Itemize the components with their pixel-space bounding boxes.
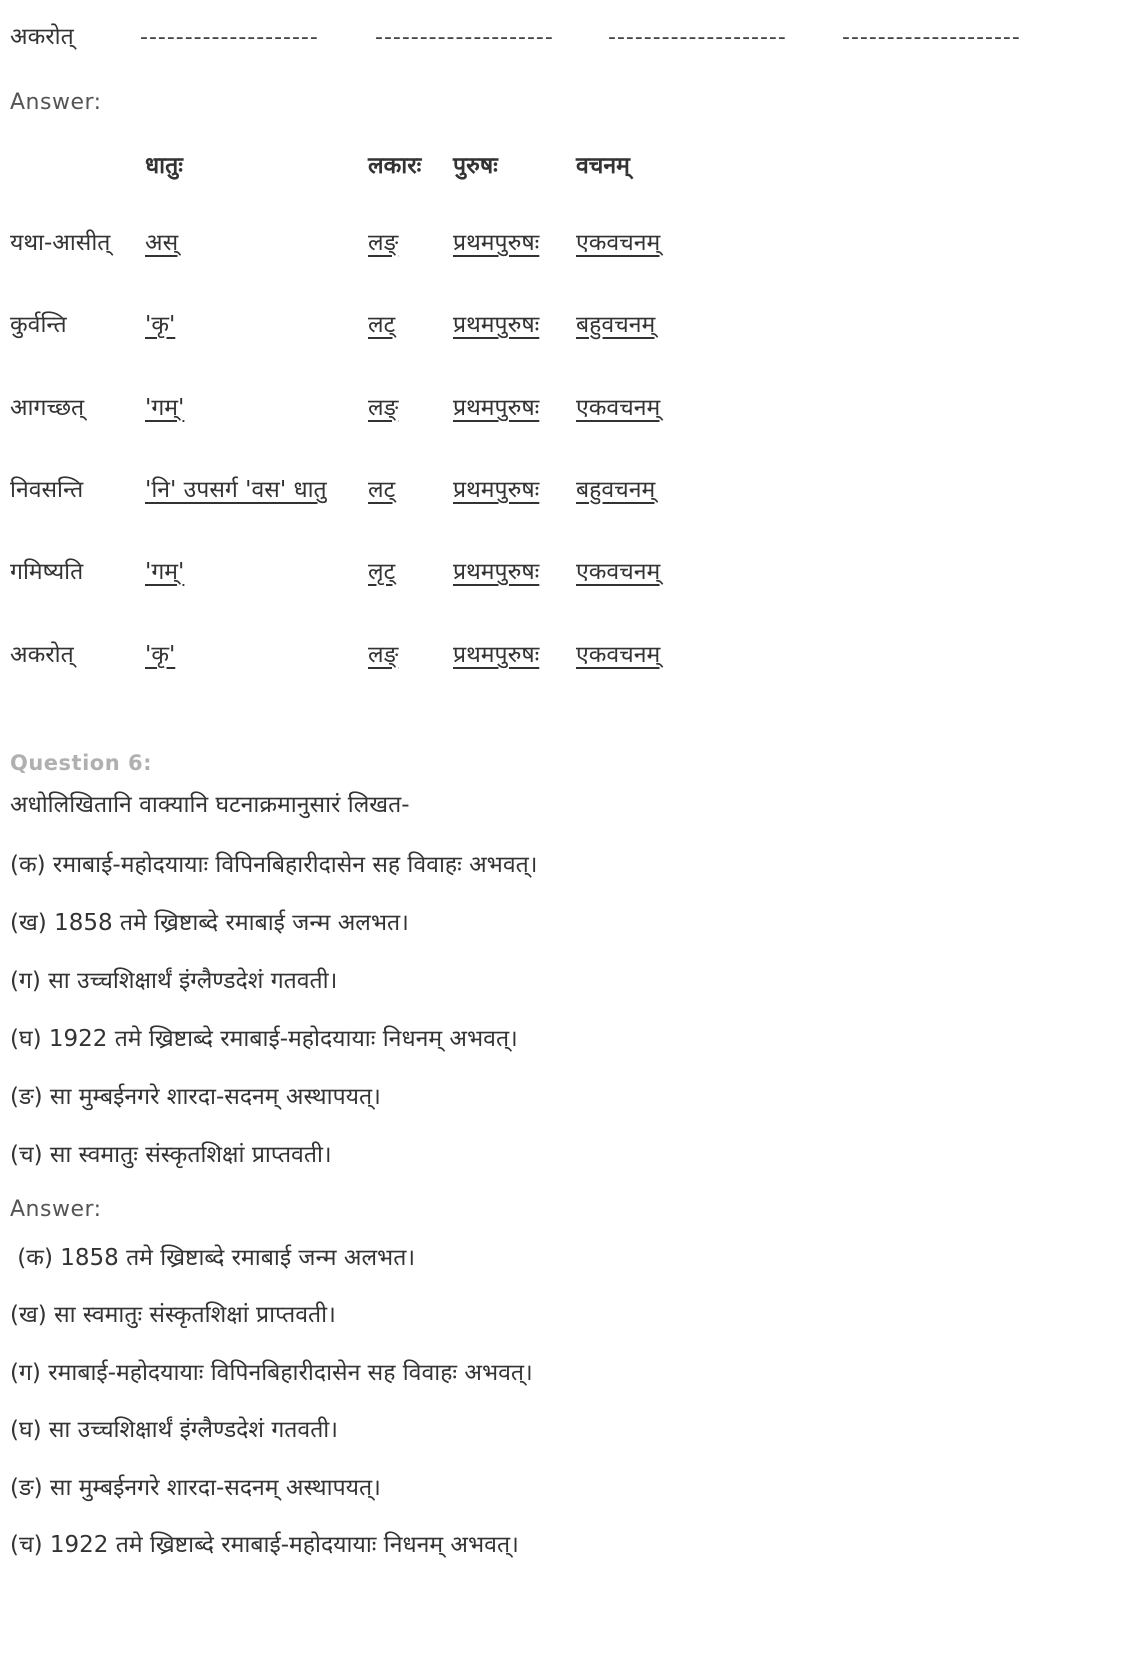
list-item: (ग) सा उच्चशिक्षार्थं इंग्लैण्डदेशं गतवती। [10,968,338,994]
blank-line: -------------------- [842,25,1021,50]
row-dhatu: 'कृ' [145,312,176,338]
answer-item: (ख) सा स्वमातुः संस्कृतशिक्षां प्राप्तवती। [10,1302,336,1328]
row-word: गमिष्यति [10,559,84,585]
answer-item: (ङ) सा मुम्बईनगरे शारदा-सदनम् अस्थापयत्। [10,1475,381,1501]
row-lakar: लङ् [368,395,399,421]
row-purush: प्रथमपुरुषः [453,312,540,338]
row-lakar: लङ् [368,230,399,256]
question-instruction: अधोलिखितानि वाक्यानि घटनाक्रमानुसारं लिखत- [10,792,410,818]
list-item: (घ) 1922 तमे ख्रिष्टाब्दे रमाबाई-महोदयायाः निधनम् अभवत्। [10,1026,518,1052]
blank-line: -------------------- [140,25,319,50]
row-vachan: बहुवचनम् [576,477,656,503]
row-lakar: लृट् [368,559,396,585]
list-item: (ख) 1858 तमे ख्रिष्टाब्दे रमाबाई जन्म अलभत। [10,910,409,936]
row-word: कुर्वन्ति [10,312,67,338]
question-title: Question 6: [10,751,152,775]
row-purush: प्रथमपुरुषः [453,395,540,421]
row-word: अकरोत् [10,642,74,668]
row-word: निवसन्ति [10,477,84,503]
answer-label: Answer: [10,1197,102,1222]
row-dhatu: 'नि' उपसर्ग 'वस' धातु [145,477,327,503]
header-purush: पुरुषः [453,153,498,179]
row-word: यथा-आसीत् [10,230,111,256]
row-lakar: लङ् [368,642,399,668]
row-vachan: एकवचनम् [576,559,661,585]
row-dhatu: 'कृ' [145,642,176,668]
header-vachan: वचनम् [576,153,630,179]
row-dhatu: अस् [145,230,179,256]
row-purush: प्रथमपुरुषः [453,477,540,503]
row-purush: प्रथमपुरुषः [453,230,540,256]
answer-item: (च) 1922 तमे ख्रिष्टाब्दे रमाबाई-महोदयायाः निधनम् अभवत्। [10,1532,519,1558]
answer-item: (क) 1858 तमे ख्रिष्टाब्दे रमाबाई जन्म अलभत। [10,1245,416,1271]
row-purush: प्रथमपुरुषः [453,559,540,585]
row-purush: प्रथमपुरुषः [453,642,540,668]
list-item: (क) रमाबाई-महोदयायाः विपिनबिहारीदासेन सह विवाहः अभवत्। [10,852,538,878]
answer-label: Answer: [10,90,102,115]
row-vachan: एकवचनम् [576,230,661,256]
row-lakar: लट् [368,477,396,503]
answer-item: (ग) रमाबाई-महोदयायाः विपिनबिहारीदासेन सह विवाहः अभवत्। [10,1360,533,1386]
row-dhatu: 'गम्' [145,395,185,421]
top-row-word: अकरोत् [10,24,74,50]
row-lakar: लट् [368,312,396,338]
list-item: (च) सा स्वमातुः संस्कृतशिक्षां प्राप्तवती। [10,1142,332,1168]
header-dhatu: धातुः [145,153,183,179]
blank-line: -------------------- [375,25,554,50]
row-vachan: एकवचनम् [576,642,661,668]
row-dhatu: 'गम्' [145,559,185,585]
header-lakar: लकारः [368,153,422,179]
blank-line: -------------------- [608,25,787,50]
row-vachan: बहुवचनम् [576,312,656,338]
row-vachan: एकवचनम् [576,395,661,421]
list-item: (ङ) सा मुम्बईनगरे शारदा-सदनम् अस्थापयत्। [10,1084,381,1110]
answer-item: (घ) सा उच्चशिक्षार्थं इंग्लैण्डदेशं गतवती। [10,1417,338,1443]
row-word: आगच्छत् [10,395,85,421]
